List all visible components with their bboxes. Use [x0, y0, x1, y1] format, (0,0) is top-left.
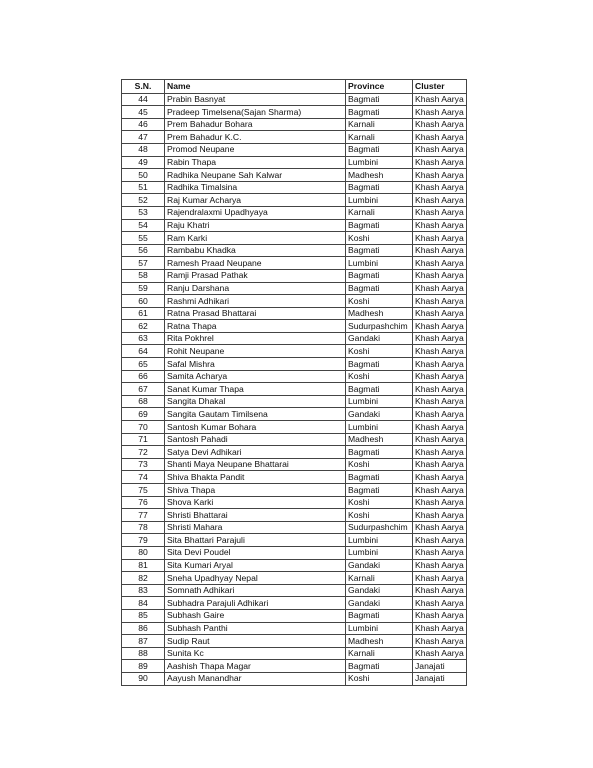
cell-cluster: Khash Aarya — [413, 219, 467, 232]
member-table — [121, 79, 467, 686]
cell-cluster: Khash Aarya — [413, 622, 467, 635]
cell-name: Subhash Panthi — [165, 622, 346, 635]
cell-province: Sudurpashchim — [346, 521, 413, 534]
table-row — [122, 521, 467, 534]
cell-sn: 68 — [122, 395, 165, 408]
cell-sn: 83 — [122, 584, 165, 597]
cell-cluster: Khash Aarya — [413, 295, 467, 308]
table-row — [122, 635, 467, 648]
cell-cluster: Janajati — [413, 660, 467, 673]
cell-cluster: Khash Aarya — [413, 647, 467, 660]
table-row — [122, 370, 467, 383]
cell-sn: 87 — [122, 635, 165, 648]
cell-sn: 72 — [122, 446, 165, 459]
cell-sn: 77 — [122, 509, 165, 522]
cell-name: Prem Bahadur Bohara — [165, 118, 346, 131]
cell-cluster: Khash Aarya — [413, 421, 467, 434]
cell-province: Koshi — [346, 295, 413, 308]
cell-cluster: Khash Aarya — [413, 93, 467, 106]
cell-province: Gandaki — [346, 332, 413, 345]
cell-name: Sneha Upadhyay Nepal — [165, 572, 346, 585]
cell-sn: 59 — [122, 282, 165, 295]
cell-sn: 64 — [122, 345, 165, 358]
table-row — [122, 282, 467, 295]
cell-cluster: Khash Aarya — [413, 358, 467, 371]
cell-sn: 90 — [122, 672, 165, 685]
cell-sn: 78 — [122, 521, 165, 534]
table-row — [122, 546, 467, 559]
header-sn: S.N. — [122, 80, 165, 94]
table-row — [122, 143, 467, 156]
cell-sn: 85 — [122, 609, 165, 622]
cell-province: Koshi — [346, 672, 413, 685]
cell-cluster: Khash Aarya — [413, 609, 467, 622]
cell-sn: 61 — [122, 307, 165, 320]
cell-cluster: Khash Aarya — [413, 446, 467, 459]
cell-cluster: Khash Aarya — [413, 307, 467, 320]
cell-province: Bagmati — [346, 471, 413, 484]
cell-cluster: Khash Aarya — [413, 332, 467, 345]
cell-cluster: Khash Aarya — [413, 282, 467, 295]
cell-cluster: Khash Aarya — [413, 546, 467, 559]
cell-province: Koshi — [346, 345, 413, 358]
table-row — [122, 609, 467, 622]
table-row — [122, 395, 467, 408]
cell-sn: 58 — [122, 269, 165, 282]
cell-province: Madhesh — [346, 635, 413, 648]
cell-province: Bagmati — [346, 358, 413, 371]
cell-sn: 51 — [122, 181, 165, 194]
cell-name: Samita Acharya — [165, 370, 346, 383]
cell-name: Santosh Kumar Bohara — [165, 421, 346, 434]
cell-province: Karnali — [346, 118, 413, 131]
cell-name: Safal Mishra — [165, 358, 346, 371]
cell-province: Gandaki — [346, 559, 413, 572]
cell-name: Shiva Bhakta Pandit — [165, 471, 346, 484]
document-page — [121, 79, 467, 686]
cell-province: Bagmati — [346, 609, 413, 622]
cell-name: Prabin Basnyat — [165, 93, 346, 106]
cell-sn: 71 — [122, 433, 165, 446]
table-row — [122, 244, 467, 257]
cell-province: Lumbini — [346, 395, 413, 408]
cell-sn: 89 — [122, 660, 165, 673]
table-row — [122, 295, 467, 308]
cell-province: Bagmati — [346, 269, 413, 282]
cell-cluster: Khash Aarya — [413, 156, 467, 169]
cell-province: Koshi — [346, 509, 413, 522]
cell-name: Sangita Gautam Timilsena — [165, 408, 346, 421]
table-row — [122, 383, 467, 396]
cell-sn: 50 — [122, 169, 165, 182]
cell-sn: 74 — [122, 471, 165, 484]
header-cluster: Cluster — [413, 80, 467, 94]
cell-cluster: Khash Aarya — [413, 106, 467, 119]
cell-name: Raj Kumar Acharya — [165, 194, 346, 207]
header-name: Name — [165, 80, 346, 94]
cell-province: Lumbini — [346, 622, 413, 635]
cell-province: Lumbini — [346, 421, 413, 434]
cell-name: Rajendralaxmi Upadhyaya — [165, 206, 346, 219]
cell-sn: 56 — [122, 244, 165, 257]
cell-sn: 53 — [122, 206, 165, 219]
cell-sn: 81 — [122, 559, 165, 572]
cell-province: Koshi — [346, 370, 413, 383]
cell-sn: 84 — [122, 597, 165, 610]
cell-cluster: Khash Aarya — [413, 509, 467, 522]
cell-cluster: Khash Aarya — [413, 635, 467, 648]
cell-cluster: Khash Aarya — [413, 521, 467, 534]
cell-name: Rabin Thapa — [165, 156, 346, 169]
cell-province: Madhesh — [346, 307, 413, 320]
cell-cluster: Janajati — [413, 672, 467, 685]
table-row — [122, 408, 467, 421]
table-row — [122, 307, 467, 320]
cell-name: Somnath Adhikari — [165, 584, 346, 597]
cell-province: Lumbini — [346, 546, 413, 559]
table-row — [122, 181, 467, 194]
table-row — [122, 206, 467, 219]
cell-sn: 65 — [122, 358, 165, 371]
cell-name: Shova Karki — [165, 496, 346, 509]
table-row — [122, 433, 467, 446]
cell-cluster: Khash Aarya — [413, 584, 467, 597]
cell-province: Lumbini — [346, 194, 413, 207]
cell-name: Ratna Prasad Bhattarai — [165, 307, 346, 320]
cell-province: Gandaki — [346, 408, 413, 421]
cell-sn: 79 — [122, 534, 165, 547]
cell-sn: 44 — [122, 93, 165, 106]
cell-sn: 73 — [122, 458, 165, 471]
cell-sn: 57 — [122, 257, 165, 270]
cell-province: Lumbini — [346, 156, 413, 169]
cell-sn: 75 — [122, 484, 165, 497]
cell-cluster: Khash Aarya — [413, 194, 467, 207]
header-province: Province — [346, 80, 413, 94]
cell-sn: 82 — [122, 572, 165, 585]
cell-cluster: Khash Aarya — [413, 244, 467, 257]
cell-province: Gandaki — [346, 584, 413, 597]
table-row — [122, 131, 467, 144]
cell-province: Lumbini — [346, 534, 413, 547]
cell-name: Ramji Prasad Pathak — [165, 269, 346, 282]
cell-name: Sita Devi Poudel — [165, 546, 346, 559]
cell-cluster: Khash Aarya — [413, 383, 467, 396]
table-row — [122, 232, 467, 245]
table-row — [122, 194, 467, 207]
cell-cluster: Khash Aarya — [413, 206, 467, 219]
cell-name: Promod Neupane — [165, 143, 346, 156]
cell-province: Bagmati — [346, 93, 413, 106]
table-row — [122, 169, 467, 182]
table-row — [122, 320, 467, 333]
cell-cluster: Khash Aarya — [413, 232, 467, 245]
table-row — [122, 345, 467, 358]
cell-sn: 86 — [122, 622, 165, 635]
table-row — [122, 156, 467, 169]
table-row — [122, 534, 467, 547]
cell-province: Gandaki — [346, 597, 413, 610]
cell-province: Bagmati — [346, 244, 413, 257]
cell-cluster: Khash Aarya — [413, 257, 467, 270]
cell-sn: 66 — [122, 370, 165, 383]
table-row — [122, 559, 467, 572]
table-row — [122, 106, 467, 119]
cell-province: Bagmati — [346, 383, 413, 396]
cell-province: Bagmati — [346, 282, 413, 295]
cell-cluster: Khash Aarya — [413, 345, 467, 358]
cell-name: Rashmi Adhikari — [165, 295, 346, 308]
cell-name: Santosh Pahadi — [165, 433, 346, 446]
table-row — [122, 660, 467, 673]
table-row — [122, 257, 467, 270]
cell-province: Koshi — [346, 458, 413, 471]
cell-sn: 48 — [122, 143, 165, 156]
cell-sn: 55 — [122, 232, 165, 245]
cell-cluster: Khash Aarya — [413, 597, 467, 610]
cell-name: Ranju Darshana — [165, 282, 346, 295]
cell-name: Shanti Maya Neupane Bhattarai — [165, 458, 346, 471]
table-row — [122, 269, 467, 282]
cell-name: Sita Kumari Aryal — [165, 559, 346, 572]
cell-name: Raju Khatri — [165, 219, 346, 232]
cell-sn: 67 — [122, 383, 165, 396]
cell-name: Radhika Timalsina — [165, 181, 346, 194]
cell-name: Rambabu Khadka — [165, 244, 346, 257]
cell-province: Karnali — [346, 131, 413, 144]
cell-sn: 80 — [122, 546, 165, 559]
cell-sn: 47 — [122, 131, 165, 144]
cell-sn: 88 — [122, 647, 165, 660]
table-row — [122, 332, 467, 345]
cell-sn: 63 — [122, 332, 165, 345]
cell-sn: 62 — [122, 320, 165, 333]
cell-cluster: Khash Aarya — [413, 458, 467, 471]
cell-name: Aashish Thapa Magar — [165, 660, 346, 673]
cell-name: Subhash Gaire — [165, 609, 346, 622]
cell-name: Sudip Raut — [165, 635, 346, 648]
cell-sn: 69 — [122, 408, 165, 421]
cell-province: Bagmati — [346, 660, 413, 673]
cell-name: Ratna Thapa — [165, 320, 346, 333]
table-header-row — [122, 80, 467, 94]
cell-cluster: Khash Aarya — [413, 181, 467, 194]
cell-province: Madhesh — [346, 433, 413, 446]
cell-sn: 76 — [122, 496, 165, 509]
cell-cluster: Khash Aarya — [413, 572, 467, 585]
cell-sn: 49 — [122, 156, 165, 169]
cell-cluster: Khash Aarya — [413, 496, 467, 509]
cell-province: Bagmati — [346, 143, 413, 156]
cell-cluster: Khash Aarya — [413, 143, 467, 156]
cell-name: Pradeep Timelsena(Sajan Sharma) — [165, 106, 346, 119]
cell-name: Satya Devi Adhikari — [165, 446, 346, 459]
table-row — [122, 572, 467, 585]
cell-sn: 52 — [122, 194, 165, 207]
cell-cluster: Khash Aarya — [413, 395, 467, 408]
table-row — [122, 471, 467, 484]
table-row — [122, 93, 467, 106]
cell-province: Karnali — [346, 572, 413, 585]
table-body — [122, 93, 467, 685]
cell-province: Bagmati — [346, 484, 413, 497]
cell-province: Madhesh — [346, 169, 413, 182]
cell-name: Shristi Bhattarai — [165, 509, 346, 522]
cell-sn: 60 — [122, 295, 165, 308]
table-row — [122, 584, 467, 597]
cell-name: Shiva Thapa — [165, 484, 346, 497]
cell-province: Bagmati — [346, 219, 413, 232]
cell-cluster: Khash Aarya — [413, 370, 467, 383]
table-row — [122, 118, 467, 131]
cell-cluster: Khash Aarya — [413, 269, 467, 282]
cell-name: Ram Karki — [165, 232, 346, 245]
cell-name: Sanat Kumar Thapa — [165, 383, 346, 396]
cell-name: Sita Bhattari Parajuli — [165, 534, 346, 547]
cell-sn: 45 — [122, 106, 165, 119]
cell-name: Ramesh Praad Neupane — [165, 257, 346, 270]
cell-cluster: Khash Aarya — [413, 433, 467, 446]
cell-cluster: Khash Aarya — [413, 169, 467, 182]
cell-name: Radhika Neupane Sah Kalwar — [165, 169, 346, 182]
cell-name: Rohit Neupane — [165, 345, 346, 358]
table-row — [122, 496, 467, 509]
cell-sn: 46 — [122, 118, 165, 131]
table-row — [122, 647, 467, 660]
cell-province: Bagmati — [346, 181, 413, 194]
table-row — [122, 458, 467, 471]
cell-cluster: Khash Aarya — [413, 118, 467, 131]
cell-name: Subhadra Parajuli Adhikari — [165, 597, 346, 610]
cell-name: Sunita Kc — [165, 647, 346, 660]
table-row — [122, 672, 467, 685]
cell-cluster: Khash Aarya — [413, 484, 467, 497]
cell-province: Bagmati — [346, 446, 413, 459]
cell-province: Bagmati — [346, 106, 413, 119]
cell-cluster: Khash Aarya — [413, 559, 467, 572]
cell-province: Karnali — [346, 206, 413, 219]
cell-name: Aayush Manandhar — [165, 672, 346, 685]
cell-province: Karnali — [346, 647, 413, 660]
cell-sn: 54 — [122, 219, 165, 232]
cell-name: Rita Pokhrel — [165, 332, 346, 345]
cell-name: Prem Bahadur K.C. — [165, 131, 346, 144]
table-row — [122, 358, 467, 371]
cell-cluster: Khash Aarya — [413, 534, 467, 547]
cell-name: Sangita Dhakal — [165, 395, 346, 408]
table-row — [122, 597, 467, 610]
cell-cluster: Khash Aarya — [413, 320, 467, 333]
cell-province: Lumbini — [346, 257, 413, 270]
table-row — [122, 484, 467, 497]
table-row — [122, 219, 467, 232]
table-row — [122, 446, 467, 459]
cell-cluster: Khash Aarya — [413, 408, 467, 421]
cell-province: Koshi — [346, 232, 413, 245]
cell-sn: 70 — [122, 421, 165, 434]
table-row — [122, 622, 467, 635]
cell-name: Shristi Mahara — [165, 521, 346, 534]
table-row — [122, 509, 467, 522]
cell-cluster: Khash Aarya — [413, 131, 467, 144]
cell-province: Koshi — [346, 496, 413, 509]
table-row — [122, 421, 467, 434]
cell-province: Sudurpashchim — [346, 320, 413, 333]
cell-cluster: Khash Aarya — [413, 471, 467, 484]
